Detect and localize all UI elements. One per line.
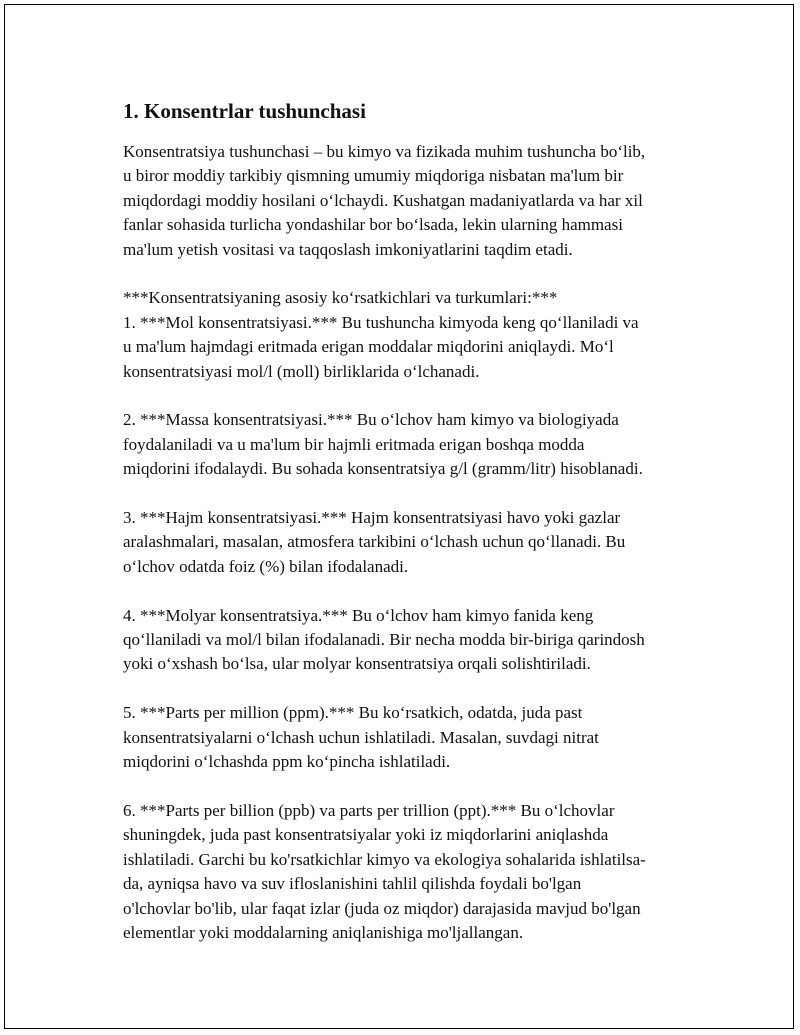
list-item-4: 4. ***Molyar konsentratsiya.*** Bu oʻlchov ham kimyo fanida keng qoʻllaniladi va mol/l bilan ifodalanadi. Bir necha modda bir-biriga qarindosh yoki oʻxshash boʻlsa, ular molyar konsentratsiya orqali solishtiriladi. — [123, 605, 645, 674]
intro-paragraph: Konsentratsiya tushunchasi – bu kimyo va fizikada muhim tushuncha boʻlib, u biror moddiy tarkibiy qismning umumiy miqdoriga nisbatan ma'lum bir miqdordagi moddiy hosilani oʻlchaydi. Kushatgan madaniyatlarda va har xil fanlar sohasida turlicha yondashilar bor boʻlsada, lekin ularning hammasi ma'lum yetish vositasi va taqqoslash imkoniyatlarini taqdim etadi. — [123, 142, 646, 259]
paragraph-spacer — [123, 677, 693, 701]
paragraph-spacer — [123, 482, 693, 506]
list-item-3: 3. ***Hajm konsentratsiyasi.*** Hajm konsentratsiyasi havo yoki gazlar aralashmalari, masalan, atmosfera tarkibini oʻlchash uchun qoʻllanadi. Bu oʻlchov odatda foiz (%) bilan ifodalanadi. — [123, 508, 626, 576]
paragraph-spacer — [123, 384, 693, 408]
list-heading: ***Konsentratsiyaning asosiy koʻrsatkichlari va turkumlari:*** — [123, 288, 558, 308]
paragraph-spacer — [123, 774, 693, 798]
section-heading: 1. Konsentrlar tushunchasi — [123, 99, 366, 123]
list-item-5: 5. ***Parts per million (ppm).*** Bu koʻrsatkich, odatda, juda past konsentratsiyalarni oʻlchash uchun ishlatiladi. Masalan, suvdagi nitrat miqdorini oʻlchashda ppm koʻpincha ishlatiladi. — [123, 703, 599, 772]
list-item-1: 1. ***Mol konsentratsiyasi.*** Bu tushuncha kimyoda keng qoʻllaniladi va u ma'lum hajmdagi eritmada erigan moddalar miqdorini aniqlaydi. Moʻl konsentratsiyasi mol/l (moll) birliklarida oʻlchanadi. — [123, 312, 639, 381]
list-item-2: 2. ***Massa konsentratsiyasi.*** Bu oʻlchov ham kimyo va biologiyada foydalaniladi va u ma'lum bir hajmli eritmada erigan boshqa modda miqdorini ifodalaydi. Bu sohada konsentratsiya g/l (gramm/litr) hisoblanadi. — [123, 410, 643, 479]
page-frame — [4, 4, 794, 1029]
paragraph-spacer — [123, 262, 693, 286]
list-item-6: 6. ***Parts per billion (ppb) va parts per trillion (ppt).*** Bu oʻlchovlar shuningdek, juda past konsentratsiyalar yoki iz miqdorlarini aniqlashda ishlatiladi. Garchi bu ko'rsatkichlar kimyo va ekologiya sohalarida ishlatilsa- da, ayniqsa havo va suv ifloslanishini tahlil qilishda foydali bo'lgan o'lchovlar bo'lib, ular faqat izlar (juda oz miqdor) darajasida mavjud bo'lgan elementlar yoki moddalarning aniqlanishiga mo'ljallangan. — [123, 800, 646, 942]
paragraph-spacer — [123, 579, 693, 603]
document-body — [123, 97, 693, 945]
